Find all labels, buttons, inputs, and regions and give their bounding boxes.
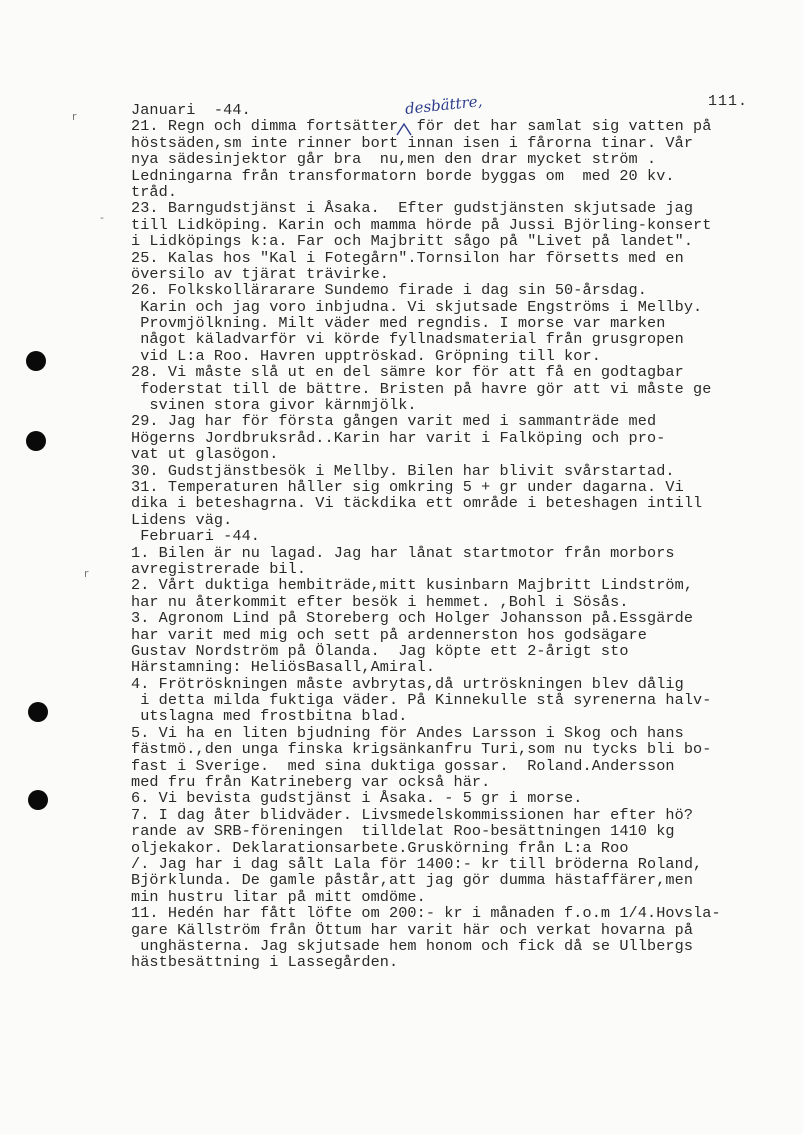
diary-line: Ledningarna från transformatorn borde byggas om med 20 kv.: [131, 166, 675, 185]
diary-line: 6. Vi bevista gudstjänst i Åsaka. - 5 gr i morse.: [131, 789, 583, 808]
diary-line: något käladvarför vi körde fyllnadsmaterial från grusgropen: [131, 330, 684, 349]
diary-line: nya sädesinjektor går bra nu,men den drar mycket ström .: [131, 150, 657, 169]
diary-line: 23. Barngudstjänst i Åsaka. Efter gudstjänsten skjutsade jag: [131, 199, 694, 218]
diary-line: 25. Kalas hos "Kal i Fotegårn".Tornsilon har försetts med en: [131, 248, 684, 267]
diary-line: har varit med mig och sett på ardennerston hos godsägare: [131, 625, 647, 644]
punch-hole: [28, 702, 48, 722]
diary-line: har nu återkommit efter besök i hemmet. ,Bohl i Sösås.: [131, 592, 629, 611]
diary-line: 5. Vi ha en liten bjudning för Andes Larsson i Skog och hans: [131, 723, 684, 742]
diary-line: i detta milda fuktiga väder. På Kinnekulle stå syrenerna halv-: [131, 691, 712, 710]
diary-line: avregistrerade bil.: [131, 559, 307, 578]
diary-line: hästbesättning i Lassegården.: [131, 953, 399, 972]
diary-line: översilo av tjärat trävirke.: [131, 264, 389, 283]
diary-line: Februari -44.: [131, 527, 260, 546]
diary-line: gare Källström från Öttum har varit här och verkat hovarna på: [131, 920, 694, 939]
diary-line: 26. Folkskollärarare Sundemo firade i dag sin 50-årsdag.: [131, 281, 647, 300]
diary-line: Januari -44.: [131, 101, 251, 119]
diary-line: 4. Frötröskningen måste avbrytas,då urtröskningen blev dålig: [131, 674, 684, 693]
diary-line: Karin och jag voro inbjudna. Vi skjutsade Engströms i Mellby.: [131, 297, 703, 316]
diary-line: 3. Agronom Lind på Storeberg och Holger Johansson på.Essgärde: [131, 609, 694, 628]
punch-hole: [26, 431, 46, 451]
diary-line: Lidens väg.: [131, 510, 233, 529]
page-number: 111.: [708, 93, 749, 110]
diary-line: 2. Vårt duktiga hembiträde,mitt kusinbarn Majbritt Lindström,: [131, 576, 694, 595]
diary-line: 30. Gudstjänstbesök i Mellby. Bilen har blivit svårstartad.: [131, 461, 675, 480]
diary-line: fast i Sverige. med sina duktiga gossar. Roland.Andersson: [131, 756, 675, 775]
diary-line: unghästerna. Jag skjutsade hem honom och fick då se Ullbergs: [131, 936, 694, 955]
diary-line: med fru från Katrineberg var också här.: [131, 773, 491, 792]
diary-line: fästmö.,den unga finska krigsänkanfru Turi,som nu tycks bli bo-: [131, 740, 712, 759]
punch-hole: [26, 351, 46, 371]
diary-line: svinen stora givor kärnmjölk.: [131, 396, 417, 415]
handwritten-annotation: desbättre,: [404, 91, 484, 118]
diary-line: foderstat till de bättre. Bristen på havre gör att vi måste ge: [131, 379, 712, 398]
margin-dash: -: [100, 211, 104, 224]
diary-line: Björklunda. De gamle påstår,att jag gör dumma hästaffärer,men: [131, 871, 694, 890]
diary-line: 1. Bilen är nu lagad. Jag har lånat startmotor från morbors: [131, 543, 675, 562]
margin-mark: r: [72, 110, 77, 123]
diary-line: min hustru litar på mitt omdöme.: [131, 887, 426, 906]
diary-line: oljekakor. Deklarationsarbete.Gruskörning från L:a Roo: [131, 838, 629, 857]
diary-line: vat ut glasögon.: [131, 445, 279, 464]
diary-line: höstsäden,sm inte rinner bort innan isen i fårorna tinar. Vår: [131, 133, 694, 152]
diary-line: Högerns Jordbruksråd..Karin har varit i Falköping och pro-: [131, 428, 666, 447]
diary-line: tråd.: [131, 182, 178, 201]
diary-line: 31. Temperaturen håller sig omkring 5 + gr under dagarna. Vi: [131, 477, 684, 496]
diary-text: [131, 102, 771, 971]
diary-line: utslagna med frostbitna blad.: [131, 707, 408, 726]
diary-line: 29. Jag har för första gången varit med i sammanträde med: [131, 412, 657, 431]
diary-line: /. Jag har i dag sålt Lala för 1400:- kr till bröderna Roland,: [131, 854, 703, 873]
diary-line: 11. Hedén har fått löfte om 200:- kr i månaden f.o.m 1/4.Hovsla-: [131, 904, 721, 923]
punch-hole: [28, 790, 48, 810]
diary-line: vid L:a Roo. Havren upptröskad. Gröpning till kor.: [131, 346, 601, 365]
diary-line: Härstamning: HeliösBasall,Amiral.: [131, 658, 436, 677]
diary-line: till Lidköping. Karin och mamma hörde på Jussi Björling-konsert: [131, 215, 712, 234]
diary-line: 28. Vi måste slå ut en del sämre kor för att få en godtagbar: [131, 363, 684, 382]
diary-line: 21. Regn och dimma fortsätter för det har samlat sig vatten på: [131, 117, 712, 136]
diary-line: i Lidköpings k:a. Far och Majbritt sågo på "Livet på landet".: [131, 232, 694, 251]
diary-line: 7. I dag åter blidväder. Livsmedelskommissionen har efter hö?: [131, 805, 694, 824]
diary-line: dika i beteshagrna. Vi täckdika ett område i beteshagen intill: [131, 494, 703, 513]
diary-line: rande av SRB-föreningen tilldelat Roo-besättningen 1410 kg: [131, 822, 675, 841]
margin-mark: r: [84, 567, 89, 580]
diary-line: Provmjölkning. Milt väder med regndis. I morse var marken: [131, 314, 666, 333]
diary-line: Gustav Nordström på Ölanda. Jag köpte ett 2-årigt sto: [131, 641, 629, 660]
